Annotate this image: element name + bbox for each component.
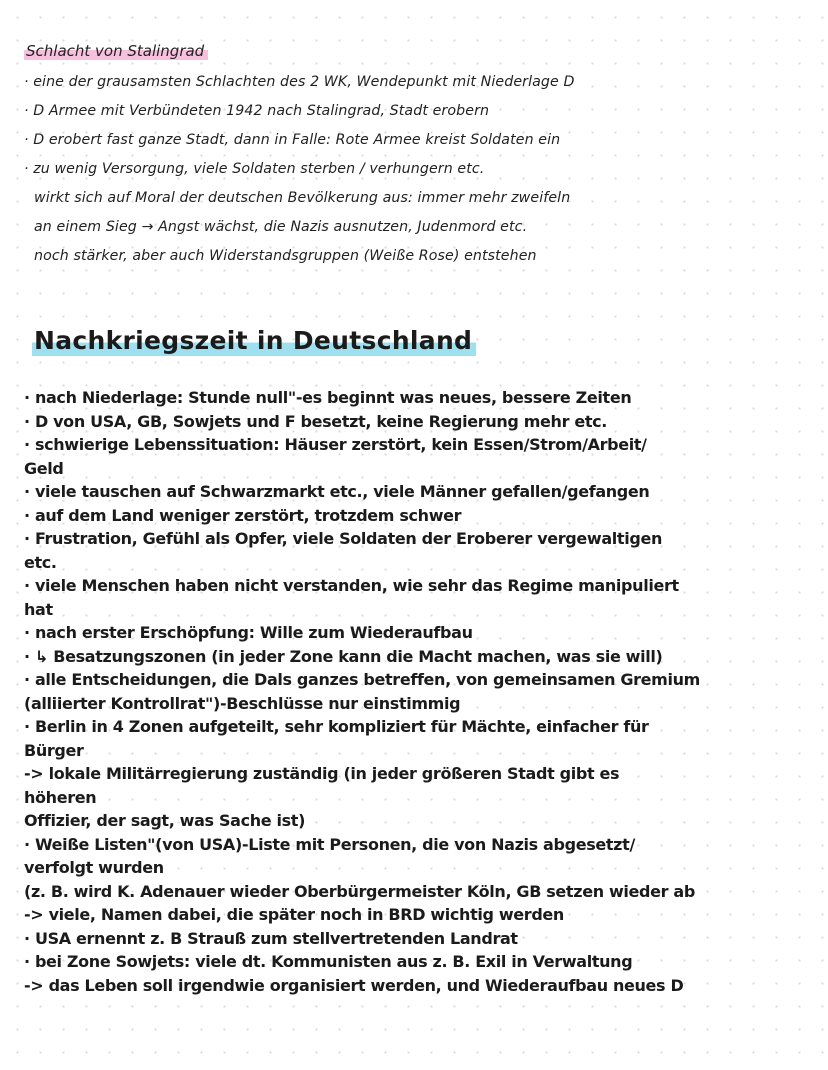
note-line: an einem Sieg → Angst wächst, die Nazis ausnutzen, Judenmord etc.: [34, 219, 528, 235]
note-line: · D von USA, GB, Sowjets und F besetzt, keine Regierung mehr etc.: [24, 411, 608, 431]
note-line: hat: [24, 599, 53, 619]
note-line: wirkt sich auf Moral der deutschen Bevölkerung aus: immer mehr zweifeln: [34, 190, 571, 206]
note-line: (alliierter Kontrollrat")-Beschlüsse nur einstimmig: [24, 693, 461, 713]
note-line: · ↳ Besatzungszonen (in jeder Zone kann die Macht machen, was sie will): [24, 646, 663, 666]
section-title-stalingrad: Schlacht von Stalingrad: [24, 40, 208, 62]
note-line: noch stärker, aber auch Widerstandsgruppen (Weiße Rose) entstehen: [34, 248, 537, 264]
note-line: · schwierige Lebenssituation: Häuser zerstört, kein Essen/Strom/Arbeit/: [24, 435, 647, 454]
note-line: -> viele, Namen dabei, die später noch in BRD wichtig werden: [24, 905, 564, 924]
note-line: -> das Leben soll irgendwie organisiert werden, und Wiederaufbau neues D: [24, 975, 684, 995]
note-line: · nach erster Erschöpfung: Wille zum Wiederaufbau: [24, 623, 473, 642]
note-line: etc.: [24, 552, 57, 572]
nachkriegszeit-notes: [24, 386, 814, 997]
stalingrad-notes: [24, 68, 804, 271]
note-line: · auf dem Land weniger zerstört, trotzdem schwer: [24, 505, 462, 525]
note-line: -> lokale Militärregierung zuständig (in jeder größeren Stadt gibt es: [24, 764, 620, 783]
note-line: Geld: [24, 458, 64, 478]
note-line: verfolgt wurden: [24, 858, 164, 877]
note-line: (z. B. wird K. Adenauer wieder Oberbürgermeister Köln, GB setzen wieder ab: [24, 881, 695, 901]
note-line: · viele tauschen auf Schwarzmarkt etc., viele Männer gefallen/gefangen: [24, 482, 650, 501]
note-line: · D Armee mit Verbündeten 1942 nach Stalingrad, Stadt erobern: [24, 103, 490, 119]
note-line: Bürger: [24, 740, 84, 760]
note-line: · zu wenig Versorgung, viele Soldaten sterben / verhungern etc.: [24, 161, 485, 177]
note-line: · viele Menschen haben nicht verstanden, wie sehr das Regime manipuliert: [24, 576, 679, 595]
note-line: · D erobert fast ganze Stadt, dann in Falle: Rote Armee kreist Soldaten ein: [24, 132, 561, 148]
note-line: · Frustration, Gefühl als Opfer, viele Soldaten der Eroberer vergewaltigen: [24, 529, 663, 548]
note-line: · Berlin in 4 Zonen aufgeteilt, sehr kompliziert für Mächte, einfacher für: [24, 717, 649, 736]
note-line: · nach Niederlage: Stunde null"-es beginnt was neues, bessere Zeiten: [24, 388, 632, 407]
note-line: höheren: [24, 787, 97, 807]
note-line: · bei Zone Sowjets: viele dt. Kommunisten aus z. B. Exil in Verwaltung: [24, 952, 633, 971]
note-line: Offizier, der sagt, was Sache ist): [24, 811, 306, 830]
note-line: · Weiße Listen"(von USA)-Liste mit Personen, die von Nazis abgesetzt/: [24, 834, 635, 854]
note-line: · USA ernennt z. B Strauß zum stellvertretenden Landrat: [24, 928, 518, 948]
section-heading-nachkriegszeit: Nachkriegszeit in Deutschland: [32, 324, 476, 358]
note-line: · eine der grausamsten Schlachten des 2 WK, Wendepunkt mit Niederlage D: [24, 74, 575, 90]
note-line: · alle Entscheidungen, die Dals ganzes betreffen, von gemeinsamen Gremium: [24, 670, 700, 689]
